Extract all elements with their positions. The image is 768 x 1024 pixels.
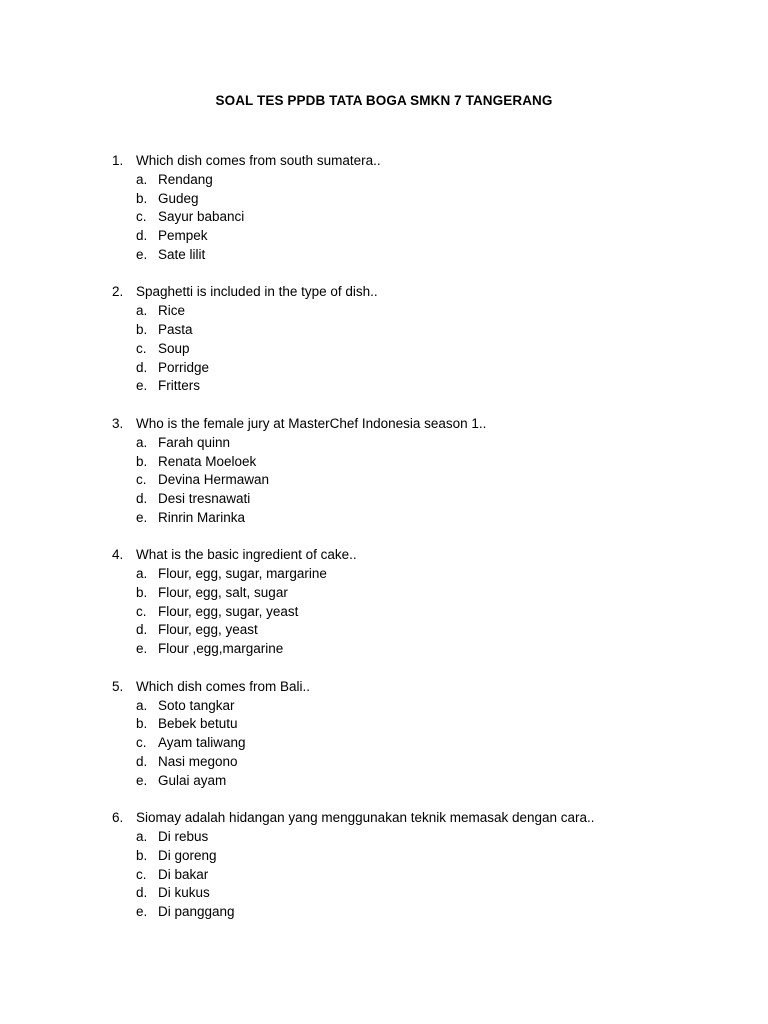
option-item — [0, 884, 768, 903]
option-letter: b. — [136, 453, 148, 469]
option-letter: b. — [136, 585, 148, 600]
option-item — [0, 471, 768, 490]
option-item — [0, 340, 768, 359]
question-item — [0, 677, 768, 790]
question-line — [0, 677, 768, 697]
option-letter: a. — [136, 829, 148, 845]
option-text: Flour, egg, sugar, margarine — [158, 566, 327, 582]
option-item — [0, 565, 768, 584]
option-text: Flour, egg, salt, sugar — [158, 585, 288, 600]
option-item — [0, 509, 768, 528]
option-item — [0, 866, 768, 885]
option-item — [0, 490, 768, 509]
question-number: 3. — [112, 415, 124, 431]
option-letter: e. — [136, 246, 148, 262]
question-number: 6. — [112, 810, 124, 826]
option-item — [0, 171, 768, 190]
option-text: Gulai ayam — [158, 772, 227, 788]
option-text: Bebek betutu — [158, 716, 238, 732]
option-text: Sayur babanci — [158, 209, 245, 225]
option-item — [0, 847, 768, 866]
option-letter: e. — [136, 378, 148, 394]
option-item — [0, 903, 768, 922]
option-list — [0, 434, 768, 527]
option-text: Soto tangkar — [158, 697, 235, 713]
option-text: Rendang — [158, 172, 213, 187]
option-text: Pempek — [158, 228, 208, 244]
option-letter: a. — [136, 434, 148, 450]
option-letter: a. — [136, 172, 148, 187]
option-letter: e. — [136, 772, 148, 788]
question-line — [0, 151, 768, 171]
question-line — [0, 808, 768, 828]
option-item — [0, 697, 768, 716]
option-letter: a. — [136, 303, 148, 319]
question-line — [0, 282, 768, 302]
option-text: Devina Hermawan — [158, 472, 270, 488]
option-text: Fritters — [158, 378, 200, 394]
option-letter: d. — [136, 228, 148, 244]
option-text: Flour ,egg,margarine — [158, 641, 284, 657]
option-letter: d. — [136, 885, 148, 901]
option-text: Soup — [158, 340, 190, 356]
option-item — [0, 772, 768, 791]
question-text: Which dish comes from Bali.. — [136, 678, 311, 694]
option-letter: b. — [136, 847, 148, 863]
option-letter: c. — [136, 209, 147, 225]
option-item — [0, 453, 768, 472]
option-item — [0, 603, 768, 622]
option-item — [0, 640, 768, 659]
question-item — [0, 808, 768, 921]
option-text: Farah quinn — [158, 434, 231, 450]
question-text: Siomay adalah hidangan yang menggunakan teknik memasak dengan cara.. — [136, 810, 595, 826]
option-letter: a. — [136, 697, 148, 713]
option-letter: d. — [136, 359, 148, 375]
option-letter: b. — [136, 716, 148, 732]
document-title: SOAL TES PPDB TATA BOGA SMKN 7 TANGERANG — [215, 93, 553, 108]
option-text: Di goreng — [158, 847, 217, 863]
option-list — [0, 302, 768, 395]
option-item — [0, 208, 768, 227]
question-text: Spaghetti is included in the type of dish.. — [136, 284, 378, 300]
option-text: Di kukus — [158, 885, 210, 901]
option-item — [0, 227, 768, 246]
option-list — [0, 171, 768, 264]
option-text: Di panggang — [158, 903, 235, 919]
option-item — [0, 715, 768, 734]
question-text: Who is the female jury at MasterChef Indonesia season 1.. — [136, 415, 487, 431]
option-text: Flour, egg, yeast — [158, 622, 258, 638]
option-letter: c. — [136, 603, 147, 619]
option-text: Rice — [158, 303, 186, 319]
option-letter: e. — [136, 509, 148, 525]
option-letter: b. — [136, 190, 148, 206]
option-item — [0, 190, 768, 209]
question-text: What is the basic ingredient of cake.. — [136, 547, 357, 563]
question-item — [0, 282, 768, 395]
option-letter: b. — [136, 322, 148, 338]
option-text: Sate lilit — [158, 246, 206, 262]
option-letter: c. — [136, 735, 147, 751]
option-text: Pasta — [158, 322, 193, 338]
option-text: Di bakar — [158, 866, 209, 882]
option-list — [0, 828, 768, 921]
option-text: Gudeg — [158, 190, 199, 206]
option-letter: a. — [136, 566, 148, 582]
question-number: 4. — [112, 547, 124, 563]
option-text: Porridge — [158, 359, 210, 375]
option-item — [0, 621, 768, 640]
question-line — [0, 545, 768, 565]
option-item — [0, 246, 768, 265]
option-text: Nasi megono — [158, 753, 238, 769]
question-text: Which dish comes from south sumatera.. — [136, 153, 381, 168]
option-list — [0, 697, 768, 790]
option-item — [0, 377, 768, 396]
option-letter: e. — [136, 903, 148, 919]
option-item — [0, 359, 768, 378]
option-text: Di rebus — [158, 829, 209, 845]
option-letter: c. — [136, 866, 147, 882]
option-letter: d. — [136, 753, 148, 769]
option-text: Desi tresnawati — [158, 490, 251, 506]
option-item — [0, 302, 768, 321]
question-number: 1. — [112, 153, 124, 168]
option-item — [0, 584, 768, 603]
option-item — [0, 321, 768, 340]
question-item — [0, 545, 768, 658]
question-number: 5. — [112, 678, 124, 694]
option-text: Ayam taliwang — [158, 735, 246, 751]
option-letter: c. — [136, 340, 147, 356]
option-item — [0, 734, 768, 753]
option-text: Flour, egg, sugar, yeast — [158, 603, 299, 619]
question-number: 2. — [112, 284, 124, 300]
option-item — [0, 434, 768, 453]
option-letter: e. — [136, 641, 148, 657]
option-letter: d. — [136, 490, 148, 506]
option-list — [0, 565, 768, 658]
option-letter: c. — [136, 472, 147, 488]
option-text: Rinrin Marinka — [158, 509, 246, 525]
option-letter: d. — [136, 622, 148, 638]
question-item — [0, 151, 768, 264]
option-item — [0, 828, 768, 847]
option-text: Renata Moeloek — [158, 453, 257, 469]
question-line — [0, 414, 768, 434]
question-item — [0, 414, 768, 527]
question-list — [0, 151, 768, 940]
option-item — [0, 753, 768, 772]
